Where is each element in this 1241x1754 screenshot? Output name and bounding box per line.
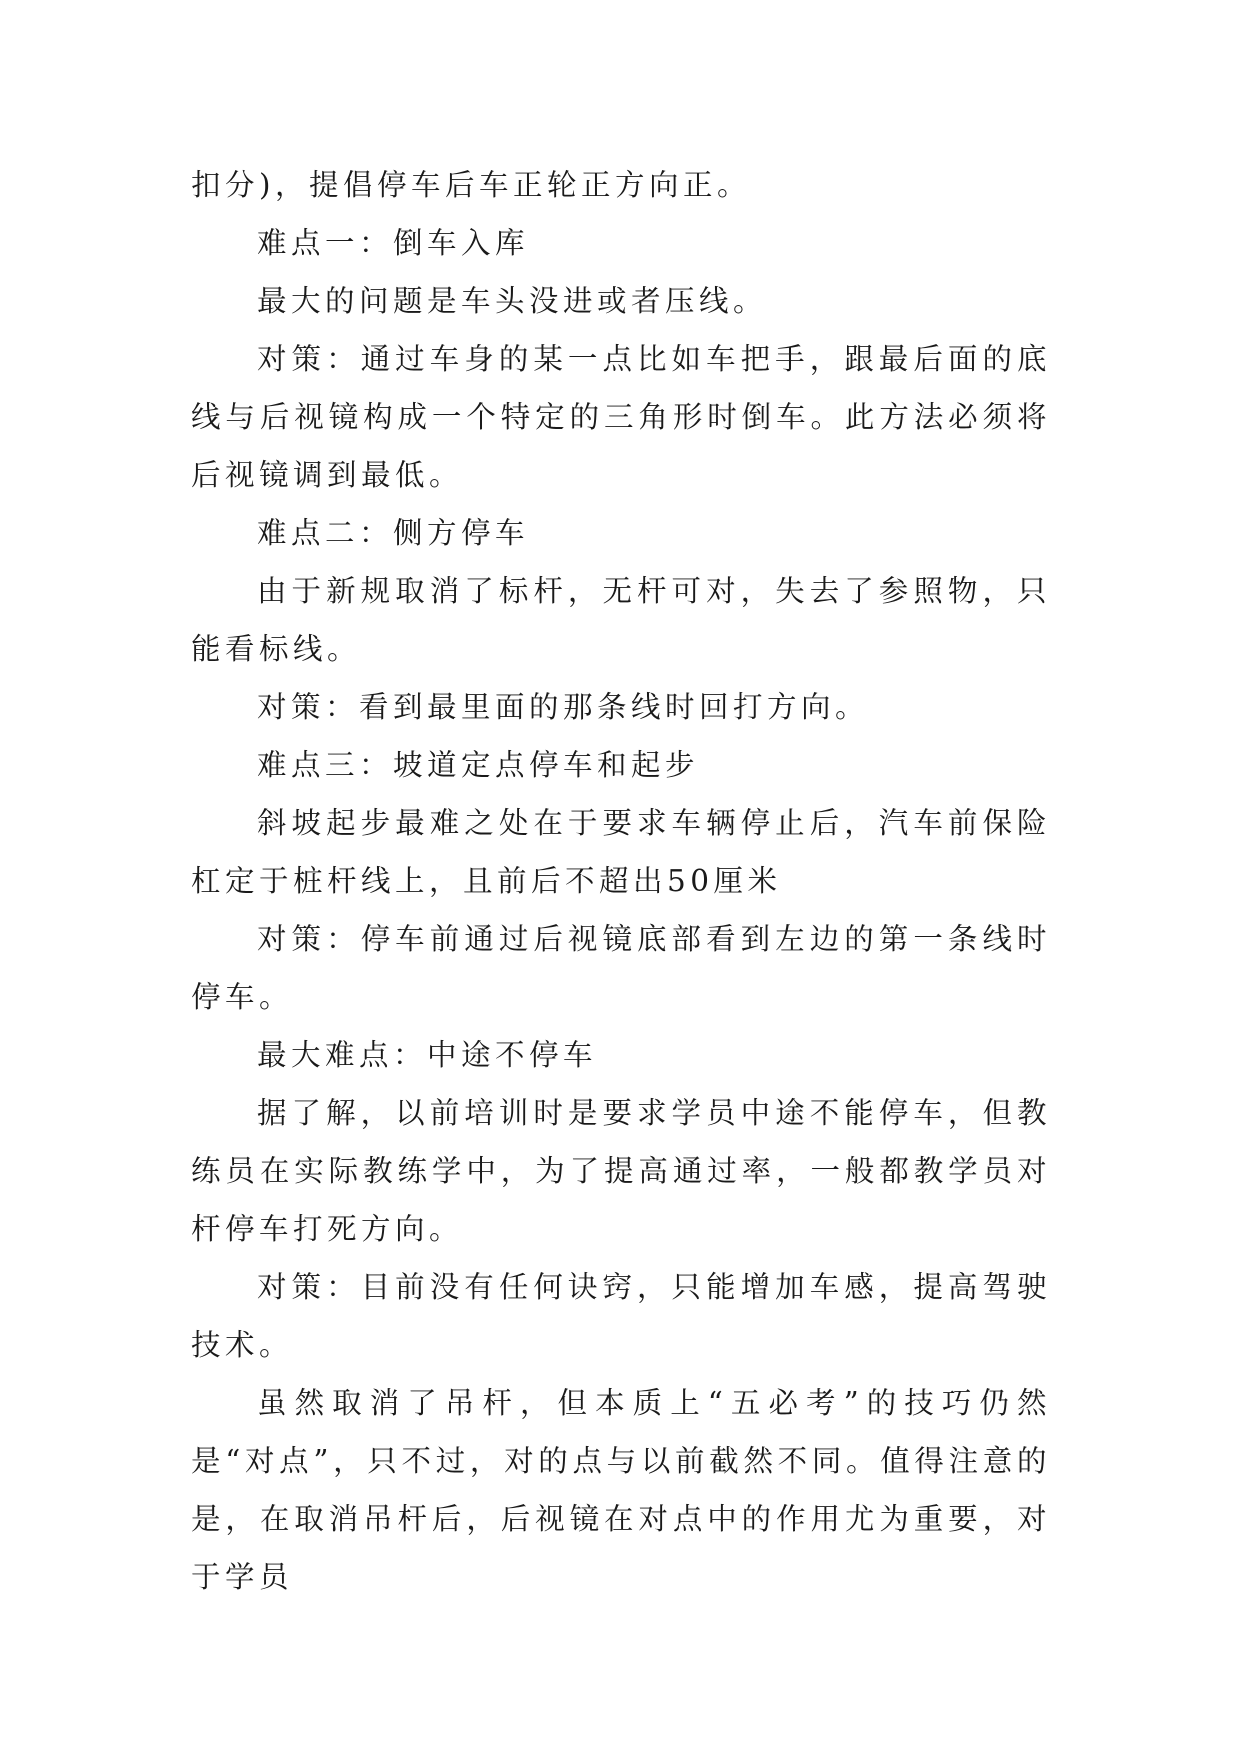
paragraph: 最大的问题是车头没进或者压线。 [257, 284, 768, 318]
paragraph: 对策：看到最里面的那条线时回打方向。 [257, 690, 870, 724]
document-body [191, 156, 1051, 1606]
paragraph: 据了解，以前培训时是要求学员中途不能停车，但教练员在实际教练学中，为了提高通过率，一般都教学员对杆停车打死方向。 [191, 1096, 1051, 1246]
heading-difficulty-1: 难点一：倒车入库 [257, 226, 530, 260]
paragraph: 对策：通过车身的某一点比如车把手，跟最后面的底线与后视镜构成一个特定的三角形时倒车。此方法必须将后视镜调到最低。 [191, 342, 1051, 492]
heading-difficulty-2: 难点二：侧方停车 [257, 516, 530, 550]
paragraph: 对策：停车前通过后视镜底部看到左边的第一条线时停车。 [191, 922, 1051, 1014]
heading-biggest-difficulty: 最大难点：中途不停车 [257, 1038, 598, 1072]
paragraph: 虽然取消了吊杆，但本质上“五必考”的技巧仍然是“对点”，只不过，对的点与以前截然不同。值得注意的是，在取消吊杆后，后视镜在对点中的作用尤为重要，对于学员 [191, 1386, 1051, 1594]
paragraph: 斜坡起步最难之处在于要求车辆停止后，汽车前保险杠定于桩杆线上，且前后不超出50厘米 [191, 806, 1051, 898]
heading-difficulty-3: 难点三：坡道定点停车和起步 [257, 748, 700, 782]
paragraph: 由于新规取消了标杆，无杆可对，失去了参照物，只能看标线。 [191, 574, 1051, 666]
paragraph: 对策：目前没有任何诀窍，只能增加车感，提高驾驶技术。 [191, 1270, 1051, 1362]
paragraph: 扣分)，提倡停车后车正轮正方向正。 [191, 168, 752, 202]
